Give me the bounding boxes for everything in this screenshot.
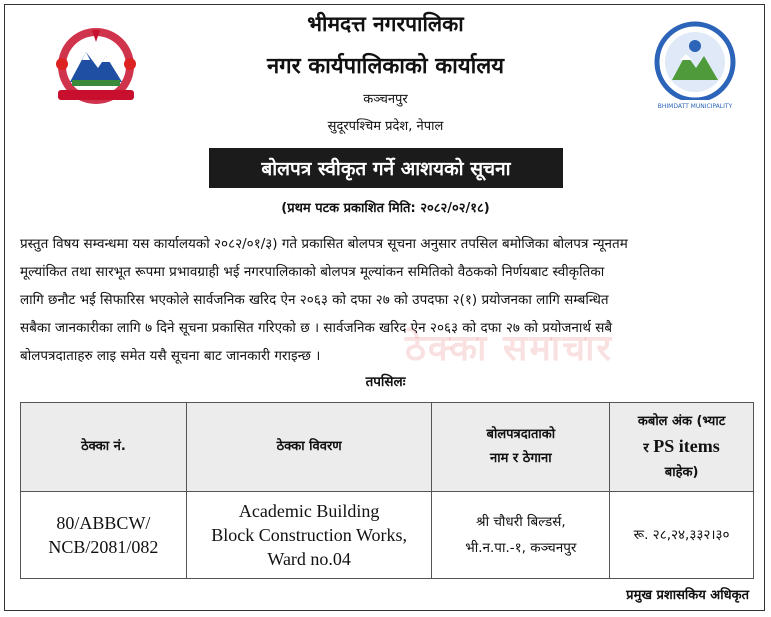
contract-no-line2: NCB/2081/082 bbox=[48, 537, 159, 557]
body-line: सबैका जानकारीका लागि ७ दिने सूचना प्रकासित गरिएको छ । सार्वजनिक खरिद ऐन २०६३ को दफा २७ को प्रयोजनार्थ सबै bbox=[20, 320, 613, 336]
header-bidder-line2: नाम र ठेगाना bbox=[490, 451, 552, 466]
header-bidder bbox=[432, 403, 610, 492]
province-name: सुदूरपश्चिम प्रदेश, नेपाल bbox=[327, 119, 444, 134]
contract-no-line1: 80/ABBCW/ bbox=[56, 513, 151, 533]
header-amount bbox=[610, 403, 754, 492]
cell-bidder bbox=[432, 492, 610, 579]
notice-body bbox=[20, 230, 752, 370]
header-amount-line1: कबोल अंक (भ्याट bbox=[637, 413, 726, 429]
cell-description bbox=[186, 492, 432, 579]
bidder-line2: भी.न.पा.-१, कञ्चनपुर bbox=[465, 540, 577, 556]
description-line1: Academic Building bbox=[238, 501, 380, 521]
signer-title: प्रमुख प्रशासकिय अधिकृत bbox=[626, 588, 749, 603]
body-line: मूल्यांकित तथा सारभूत रूपमा प्रभावग्राही भई नगरपालिकाको बोलपत्र मूल्यांकन समितिको वैठकको निर्णयबाट स्वीकृतिका bbox=[20, 264, 605, 280]
details-heading: तपसिलः bbox=[365, 374, 406, 390]
contract-table bbox=[20, 402, 754, 579]
description-line2: Block Construction Works, bbox=[211, 525, 408, 545]
header-description: ठेक्का विवरण bbox=[186, 403, 432, 492]
district-name: कञ्चनपुर bbox=[363, 92, 408, 107]
header-contract-no: ठेक्का नं. bbox=[21, 403, 187, 492]
header-bidder-line1: बोलपत्रदाताको bbox=[486, 427, 556, 442]
body-line: प्रस्तुत विषय सम्वन्धमा यस कार्यालयको २०८२/०१/३) गते प्रकासित बोलपत्र सूचना अनुसार तपसिल बमोजिका बोलपत्र न्यूनतम bbox=[20, 236, 628, 252]
body-line: लागि छनौट भई सिफारिस भएकोले सार्वजनिक खरिद ऐन २०६३ को दफा २७ को उपदफा २(१) प्रयोजनका लागि सम्बन्धित bbox=[20, 292, 609, 308]
office-name: नगर कार्यपालिकाको कार्यालय bbox=[267, 54, 504, 79]
header-amount-line2-pre: र bbox=[643, 440, 649, 456]
cell-contract-no bbox=[21, 492, 187, 579]
description-line3: Ward no.04 bbox=[267, 549, 351, 569]
header-amount-line2-en: PS items bbox=[653, 435, 720, 456]
header-amount-line3: बाहेक) bbox=[664, 464, 699, 480]
bidder-line1: श्री चौधरी बिल्डर्स, bbox=[476, 514, 566, 530]
municipality-logo-caption: BHIMDATT MUNICIPALITY bbox=[657, 103, 733, 110]
body-line: बोलपत्रदाताहरु लाइ समेत यसै सूचना बाट जानकारी गराइन्छ । bbox=[20, 348, 321, 364]
municipality-name: भीमदत्त नगरपालिका bbox=[307, 12, 464, 36]
notice-title: बोलपत्र स्वीकृत गर्ने आशयको सूचना bbox=[209, 148, 563, 188]
table-row bbox=[21, 492, 754, 579]
table-header-row bbox=[21, 403, 754, 492]
publication-date: (प्रथम पटक प्रकाशित मिति: २०८२/०२/१८) bbox=[281, 201, 490, 216]
watermark-text: ठेक्का समाचार bbox=[405, 328, 614, 369]
cell-amount: रू. २८,२४,३३२।३० bbox=[610, 492, 754, 579]
